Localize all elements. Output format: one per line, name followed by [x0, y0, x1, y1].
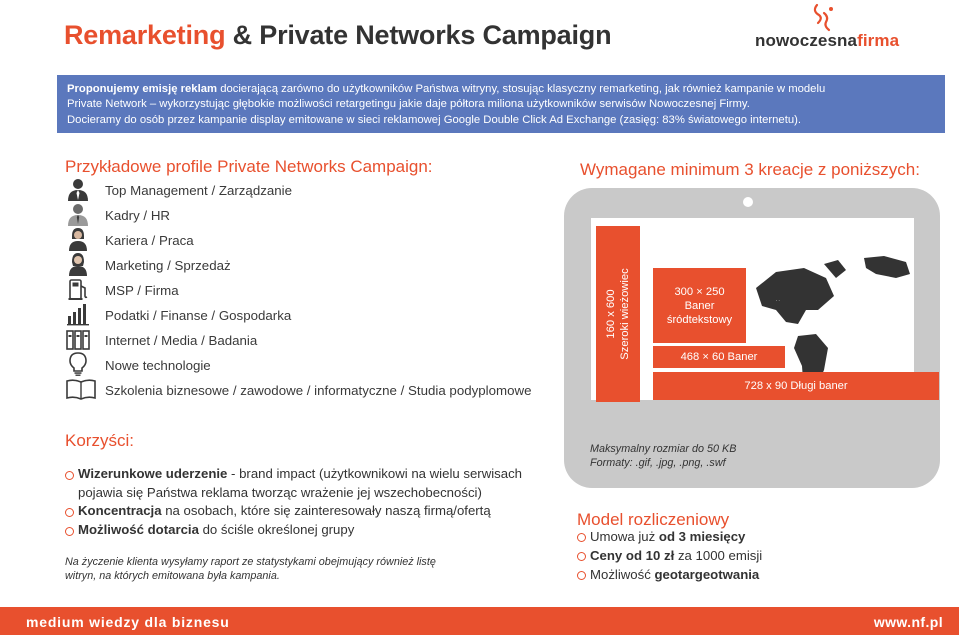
model-item-text: Możliwość	[590, 567, 655, 582]
profiles-heading: Przykładowe profile Private Networks Campaign:	[65, 157, 433, 176]
intro-line-1	[67, 82, 935, 97]
model-item-bold: geotargeotwania	[654, 567, 760, 582]
tablet-camera	[743, 197, 753, 207]
fuel-pump-icon	[66, 277, 90, 301]
profile-label: Szkolenia biznesowe / zawodowe / informatyczne / Studia podyplomowe	[105, 383, 532, 398]
benefit-item-text: do ściśle określonej grupy	[198, 521, 355, 537]
footer-bar	[0, 607, 959, 635]
profile-label: Top Management / Zarządzanie	[105, 183, 293, 198]
ad-skyscraper-label: Szeroki wieżowiec	[619, 268, 631, 360]
profile-item	[66, 353, 566, 378]
page-title-accent: Remarketing	[64, 20, 226, 50]
intro-line-1-text: docierającą zarówno do użytkowników Państwa witryny, stosując klasyczny remarketing, jak również kampanie w modelu	[217, 83, 826, 95]
benefit-item-bold: Koncentracja	[78, 503, 162, 518]
profile-label: Kadry / HR	[105, 208, 171, 223]
ad-leaderboard-728x90: 728 x 90 Długi baner	[653, 372, 939, 400]
report-note: Na życzenie klienta wysyłamy raport ze statystykami obejmujący również listę witryn, na których emitowana była kampania.	[65, 556, 436, 582]
person-woman-icon	[66, 227, 90, 251]
profile-item	[66, 253, 566, 278]
creatives-heading: Wymagane minimum 3 kreacje z poniższych:	[580, 160, 920, 179]
model-item	[577, 527, 762, 546]
brand-logo[interactable]	[755, 0, 955, 60]
profile-item	[66, 278, 566, 303]
model-item-bold: Ceny od 10 zł	[590, 548, 675, 563]
lightbulb-icon	[66, 352, 90, 376]
profile-item	[66, 303, 566, 328]
profile-item	[66, 178, 566, 203]
benefits-heading: Korzyści:	[65, 431, 134, 450]
model-heading: Model rozliczeniowy	[577, 510, 730, 529]
books-icon	[66, 327, 90, 351]
benefit-item-bold: Wizerunkowe uderzenie	[78, 466, 228, 481]
ad-box-300x250	[653, 268, 746, 343]
person-tie-icon	[66, 202, 90, 226]
formats-info	[590, 442, 736, 470]
benefit-item-text: na osobach, które się zainteresowały naszą firmą/ofertą	[161, 503, 491, 518]
ad-skyscraper-size: 160 x 600	[605, 289, 617, 339]
profile-label: Podatki / Finanse / Gospodarka	[105, 308, 292, 323]
formats-types: Formaty: .gif, .jpg, .png, .swf	[590, 457, 726, 469]
person-suit-icon	[66, 177, 90, 201]
profiles-list	[66, 178, 566, 403]
model-item-bold: od 3 miesięcy	[658, 529, 746, 544]
svg-text:· ·: · ·	[776, 298, 780, 303]
open-book-icon	[66, 377, 96, 401]
benefits-list	[65, 465, 555, 539]
benefit-item-text: - brand impact (użytkownikowi na wielu serwisach pojawia się Państwa reklama tworząc wrażenie jej wszechobecności)	[78, 466, 523, 500]
benefit-item	[65, 465, 555, 502]
profile-label: Nowe technologie	[105, 358, 211, 373]
logo-wordmark	[755, 31, 899, 51]
model-item-text: za 1000 emisji	[674, 548, 763, 563]
profile-item	[66, 228, 566, 253]
profile-label: MSP / Firma	[105, 283, 179, 298]
model-item-text: Umowa już	[590, 529, 659, 544]
ad-box-line3: śródtekstowy	[666, 314, 733, 326]
profile-label: Kariera / Praca	[105, 233, 194, 248]
profile-label: Internet / Media / Badania	[105, 333, 258, 348]
profile-item	[66, 203, 566, 228]
person-woman-icon	[66, 252, 90, 276]
profile-item	[66, 378, 566, 403]
logo-wordmark-part1: nowoczesna	[755, 31, 858, 50]
ad-skyscraper-160x600	[596, 226, 640, 402]
intro-lead: Proponujemy emisję reklam	[67, 83, 218, 95]
profile-item	[66, 328, 566, 353]
page-title-rest: & Private Networks Campaign	[225, 20, 612, 50]
model-list	[577, 527, 762, 584]
ad-skyscraper-text	[604, 268, 632, 359]
benefit-item	[65, 502, 555, 521]
bar-chart-icon	[66, 302, 90, 326]
formats-max-size: Maksymalny rozmiar do 50 KB	[590, 443, 737, 455]
logo-wordmark-part2: firma	[857, 31, 900, 50]
intro-line-2: Private Network – wykorzystując głębokie możliwości retargetingu jakie daje półtora miliona użytkowników serwisów Nowoczesnej Firmy.	[67, 98, 750, 111]
footer-tagline: medium wiedzy dla biznesu	[26, 614, 230, 630]
footer-website-link[interactable]: www.nf.pl	[873, 614, 943, 630]
benefit-item-bold: Możliwość dotarcia	[78, 521, 199, 537]
profile-label: Marketing / Sprzedaż	[105, 258, 231, 273]
ad-box-line2: Baner	[684, 300, 715, 312]
model-item	[577, 546, 762, 565]
benefit-item	[65, 521, 555, 540]
intro-band	[57, 75, 945, 133]
ad-box-size: 300 × 250	[674, 286, 725, 298]
ad-banner-468x60: 468 × 60 Baner	[653, 346, 785, 368]
intro-line-3: Docieramy do osób przez kampanie display emitowane w sieci reklamowej Google Double Click Ad Exchange (zasięg: 83% światowego internetu).	[67, 113, 802, 126]
page-title	[64, 20, 611, 51]
model-item	[577, 565, 762, 584]
